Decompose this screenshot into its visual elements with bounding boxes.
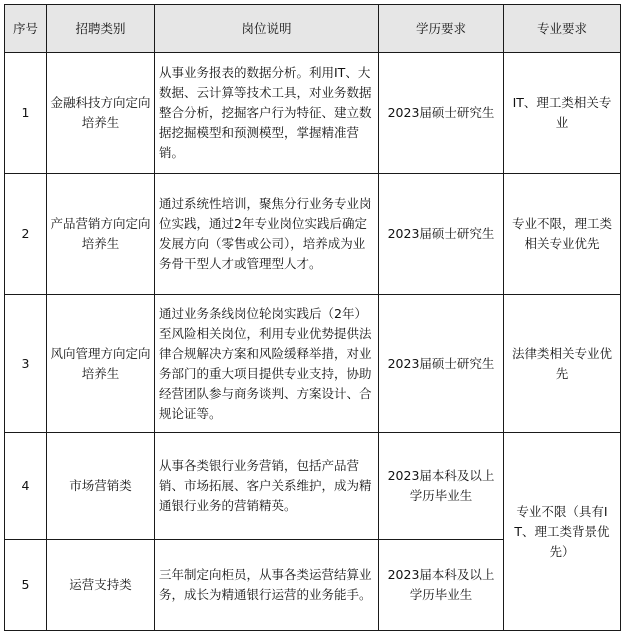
table-row (5, 174, 621, 295)
row-category: 运营支持类 (47, 540, 155, 631)
header-description: 岗位说明 (155, 5, 379, 53)
row-education: 2023届硕士研究生 (379, 295, 504, 433)
row-description: 通过系统性培训，聚焦分行业务专业岗位实践，通过2年专业岗位实践后确定发展方向（零售或公司），培养成为业务骨干型人才或管理型人才。 (155, 174, 379, 295)
row-major: 法律类相关专业优先 (504, 295, 621, 433)
table-row (5, 53, 621, 174)
header-education: 学历要求 (379, 5, 504, 53)
row-description: 从事各类银行业务营销，包括产品营销、市场拓展、客户关系维护，成为精通银行业务的营销精英。 (155, 433, 379, 540)
row-education: 2023届本科及以上学历毕业生 (379, 540, 504, 631)
row-description: 通过业务条线岗位轮岗实践后（2年）至风险相关岗位，利用专业优势提供法律合规解决方案和风险缓释举措，对业务部门的重大项目提供专业支持，协助经营团队参与商务谈判、方案设计、合规论证等。 (155, 295, 379, 433)
row-education: 2023届本科及以上学历毕业生 (379, 433, 504, 540)
row-major: 专业不限，理工类相关专业优先 (504, 174, 621, 295)
row-education: 2023届硕士研究生 (379, 174, 504, 295)
row-description: 从事业务报表的数据分析。利用IT、大数据、云计算等技术工具，对业务数据整合分析，挖掘客户行为特征、建立数据挖掘模型和预测模型，掌握精准营销。 (155, 53, 379, 174)
row-category: 金融科技方向定向培养生 (47, 53, 155, 174)
header-category: 招聘类别 (47, 5, 155, 53)
table-row (5, 433, 621, 540)
row-description: 三年制定向柜员，从事各类运营结算业务，成长为精通银行运营的业务能手。 (155, 540, 379, 631)
table-header-row (5, 5, 621, 53)
row-number: 3 (5, 295, 47, 433)
row-major: IT、理工类相关专业 (504, 53, 621, 174)
row-number: 1 (5, 53, 47, 174)
row-number: 4 (5, 433, 47, 540)
row-number: 5 (5, 540, 47, 631)
row-education: 2023届硕士研究生 (379, 53, 504, 174)
row-category: 风向管理方向定向培养生 (47, 295, 155, 433)
row-category: 产品营销方向定向培养生 (47, 174, 155, 295)
table-row (5, 295, 621, 433)
header-number: 序号 (5, 5, 47, 53)
header-major: 专业要求 (504, 5, 621, 53)
recruitment-table (4, 4, 621, 631)
row-major-shared: 专业不限（具有IT、理工类背景优先） (504, 433, 621, 631)
row-category: 市场营销类 (47, 433, 155, 540)
row-number: 2 (5, 174, 47, 295)
